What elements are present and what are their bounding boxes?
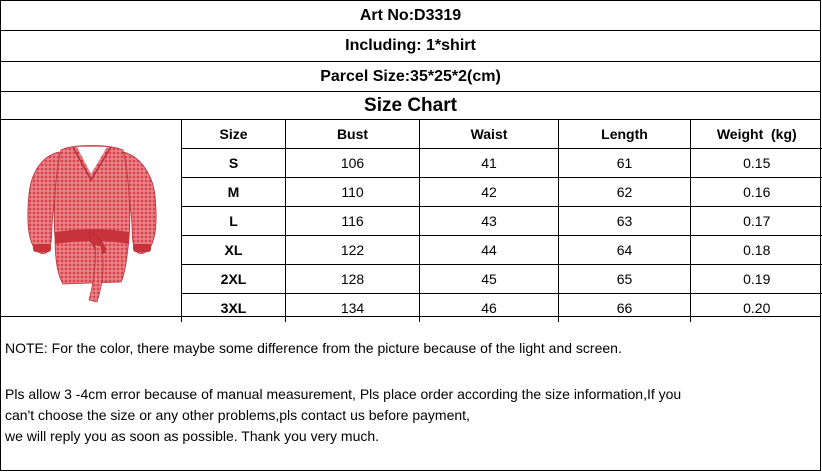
parcel-size-row: [1, 62, 820, 92]
column-header-waist: Waist: [420, 120, 559, 149]
size-cell: S: [182, 149, 286, 178]
waist-cell: 43: [420, 207, 559, 236]
art-number: Art No:D3319: [359, 6, 462, 24]
length-cell: 64: [559, 236, 691, 265]
bust-cell: 106: [286, 149, 420, 178]
including-row: [1, 31, 820, 62]
waist-cell: 42: [420, 178, 559, 207]
waist-cell: 44: [420, 236, 559, 265]
size-chart-block: [1, 120, 820, 317]
error-note-line-2: can't choose the size or any other problems,pls contact us before payment,: [5, 407, 470, 423]
weight-cell: 0.20: [691, 294, 822, 323]
table-row: [182, 294, 822, 323]
weight-cell: 0.19: [691, 265, 822, 294]
size-cell: M: [182, 178, 286, 207]
waist-cell: 46: [420, 294, 559, 323]
size-table-header: [182, 120, 822, 149]
weight-cell: 0.16: [691, 178, 822, 207]
parcel-size: Parcel Size:35*25*2(cm): [320, 67, 501, 85]
weight-cell: 0.17: [691, 207, 822, 236]
bust-cell: 134: [286, 294, 420, 323]
column-header-length: Length: [559, 120, 691, 149]
column-header-weight: Weight (kg): [691, 120, 822, 149]
error-note-line-1: Pls allow 3 -4cm error because of manual measurement, Pls place order according the size information,If you: [5, 386, 682, 402]
length-cell: 63: [559, 207, 691, 236]
weight-cell: 0.18: [691, 236, 822, 265]
notes-section: [5, 321, 815, 447]
table-row: [182, 178, 822, 207]
color-note: NOTE: For the color, there maybe some difference from the picture because of the light and screen.: [5, 340, 622, 356]
table-row: [182, 236, 822, 265]
size-cell: XL: [182, 236, 286, 265]
table-row: [182, 265, 822, 294]
waist-cell: 45: [420, 265, 559, 294]
product-photo-cell: [1, 120, 182, 316]
bust-cell: 122: [286, 236, 420, 265]
weight-cell: 0.15: [691, 149, 822, 178]
including-text: Including: 1*shirt: [345, 37, 476, 54]
table-row: [182, 207, 822, 236]
column-header-size: Size: [182, 120, 286, 149]
length-cell: 66: [559, 294, 691, 323]
length-cell: 62: [559, 178, 691, 207]
art-number-row: [1, 1, 820, 31]
size-cell: 3XL: [182, 294, 286, 323]
size-chart-title-row: [1, 92, 820, 120]
shirt-product-image: [11, 134, 171, 304]
bust-cell: 110: [286, 178, 420, 207]
length-cell: 61: [559, 149, 691, 178]
size-cell: 2XL: [182, 265, 286, 294]
waist-cell: 41: [420, 149, 559, 178]
error-note-line-3: we will reply you as soon as possible. Thank you very much.: [5, 428, 380, 444]
size-chart-title: Size Chart: [364, 94, 457, 116]
bust-cell: 128: [286, 265, 420, 294]
size-cell: L: [182, 207, 286, 236]
table-row: [182, 149, 822, 178]
length-cell: 65: [559, 265, 691, 294]
bust-cell: 116: [286, 207, 420, 236]
column-header-bust: Bust: [286, 120, 420, 149]
size-table: [181, 120, 822, 322]
